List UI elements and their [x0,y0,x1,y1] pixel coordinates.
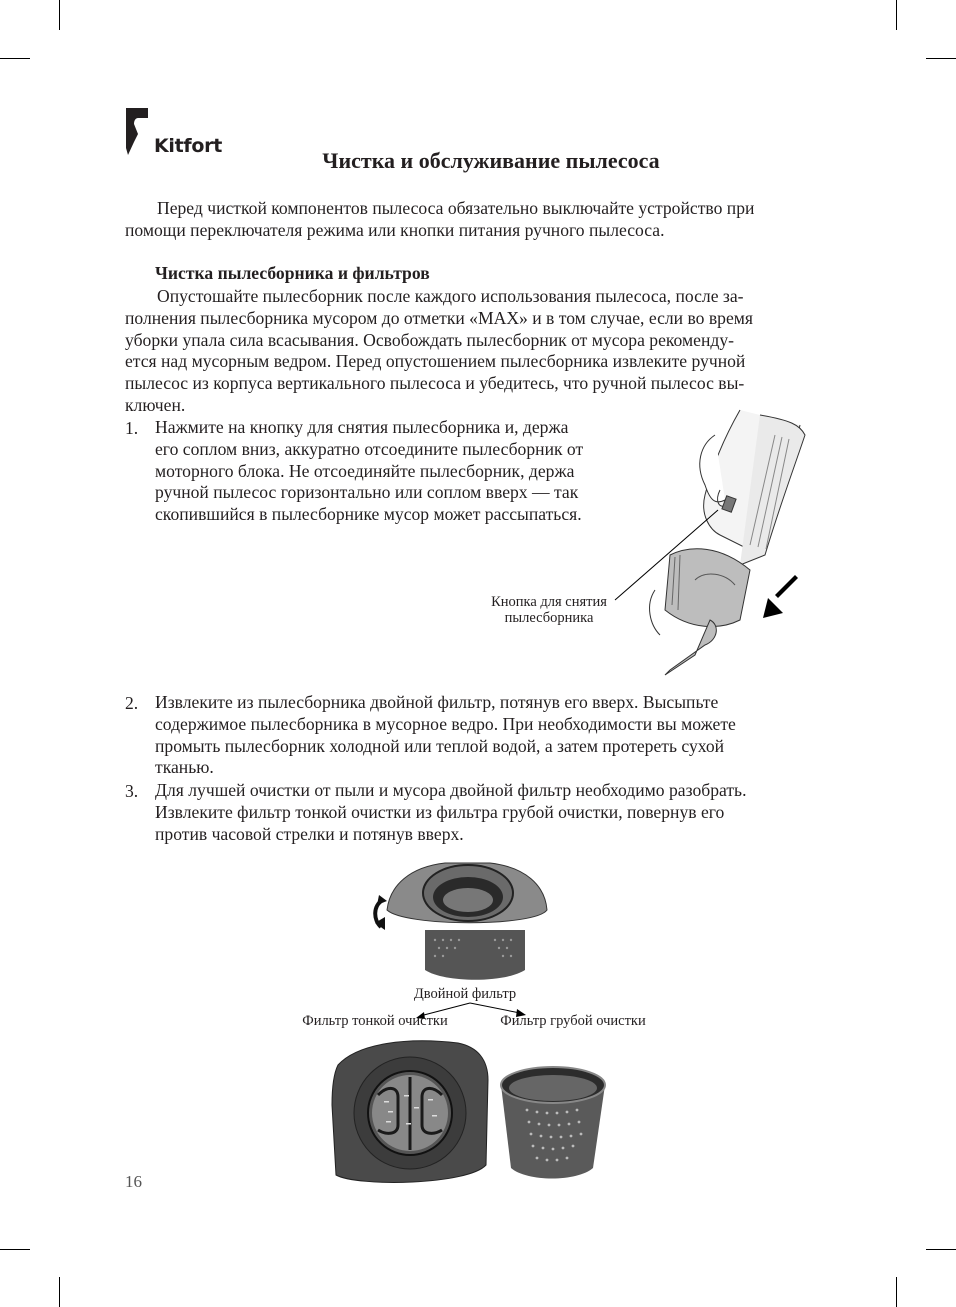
text-line: Для лучшей очистки от пыли и мусора двойной фильтр необходимо разобрать. [155,780,747,800]
crop-mark [0,58,30,59]
crop-mark [896,1277,897,1307]
dustbin-removal-illustration [600,405,810,685]
caption-line: Кнопка для снятия [491,594,607,610]
text-line: содержимое пылесборника в мусорное ведро. При необходимости вы можете [155,713,736,734]
coarse-filter-label: Фильтр грубой очистки [500,1013,646,1029]
crop-mark [59,1277,60,1307]
step-number: 1. [125,418,139,438]
section-heading: Чистка пылесборника и фильтров [155,263,430,283]
section-paragraph [125,286,831,417]
step-text [155,417,633,526]
text-line: ключен. [125,394,186,415]
intro-paragraph [125,198,831,242]
text-line: скопившийся в пылесборнике мусор может рассыпаться. [155,504,582,525]
text-line: тканью. [155,757,214,778]
text-line: пылесос из корпуса вертикального пылесоса и убедитесь, что ручной пылесос вы- [125,373,745,394]
text-line: Нажмите на кнопку для снятия пылесборника и, держа [155,417,569,437]
crop-mark [59,0,60,30]
crop-mark [896,0,897,30]
crop-mark [0,1249,30,1250]
text-line: ется над мусорным ведром. Перед опустошением пылесборника извлеките ручной [125,351,746,372]
text-line: его соплом вниз, аккуратно отсоедините пылесборник от [155,438,584,459]
caption-line: пылесборника [504,610,594,626]
brand-name: Kitfort [154,135,222,157]
crop-mark [926,1249,956,1250]
text-line: полнения пылесборника мусором до отметки «MAX» и в том случае, если во время [125,307,754,328]
text-line: уборки упала сила всасывания. Освобождать пылесборник от мусора рекоменду- [125,329,734,350]
step-number: 3. [125,781,139,801]
text-line: Опустошайте пылесборник после каждого использования пылесоса, после за- [157,286,744,306]
coarse-filter-image [497,1060,609,1185]
fine-filter-label: Фильтр тонкой очистки [302,1013,448,1029]
button-caption [472,594,626,626]
dual-filter-label: Двойной фильтр [413,986,517,1002]
text-line: промыть пылесборник холодной или теплой водой, а затем протереть сухой [155,735,725,756]
text-line: Извлеките фильтр тонкой очистки из фильтра грубой очистки, повернув его [155,801,725,822]
text-line: помощи переключателя режима или кнопки питания ручного пылесоса. [125,219,665,240]
step-number: 2. [125,693,139,713]
text-line: ручной пылесос горизонтально или соплом вверх — так [155,482,579,503]
text-line: Извлеките из пылесборника двойной фильтр, потянув его вверх. Высыпьте [155,692,719,712]
dual-filter-image [365,855,555,985]
text-line: против часовой стрелки и потянув вверх. [155,823,464,844]
page-title: Чистка и обслуживание пылесоса [322,148,660,173]
text-line: моторного блока. Не отсоединяйте пылесборник, держа [155,460,575,481]
step-text [155,692,831,779]
crop-mark [926,58,956,59]
page-number: 16 [125,1172,142,1191]
text-line: Перед чисткой компонентов пылесоса обязательно выключайте устройство при [157,198,755,218]
step-text [155,780,831,845]
fine-filter-image [328,1035,493,1188]
